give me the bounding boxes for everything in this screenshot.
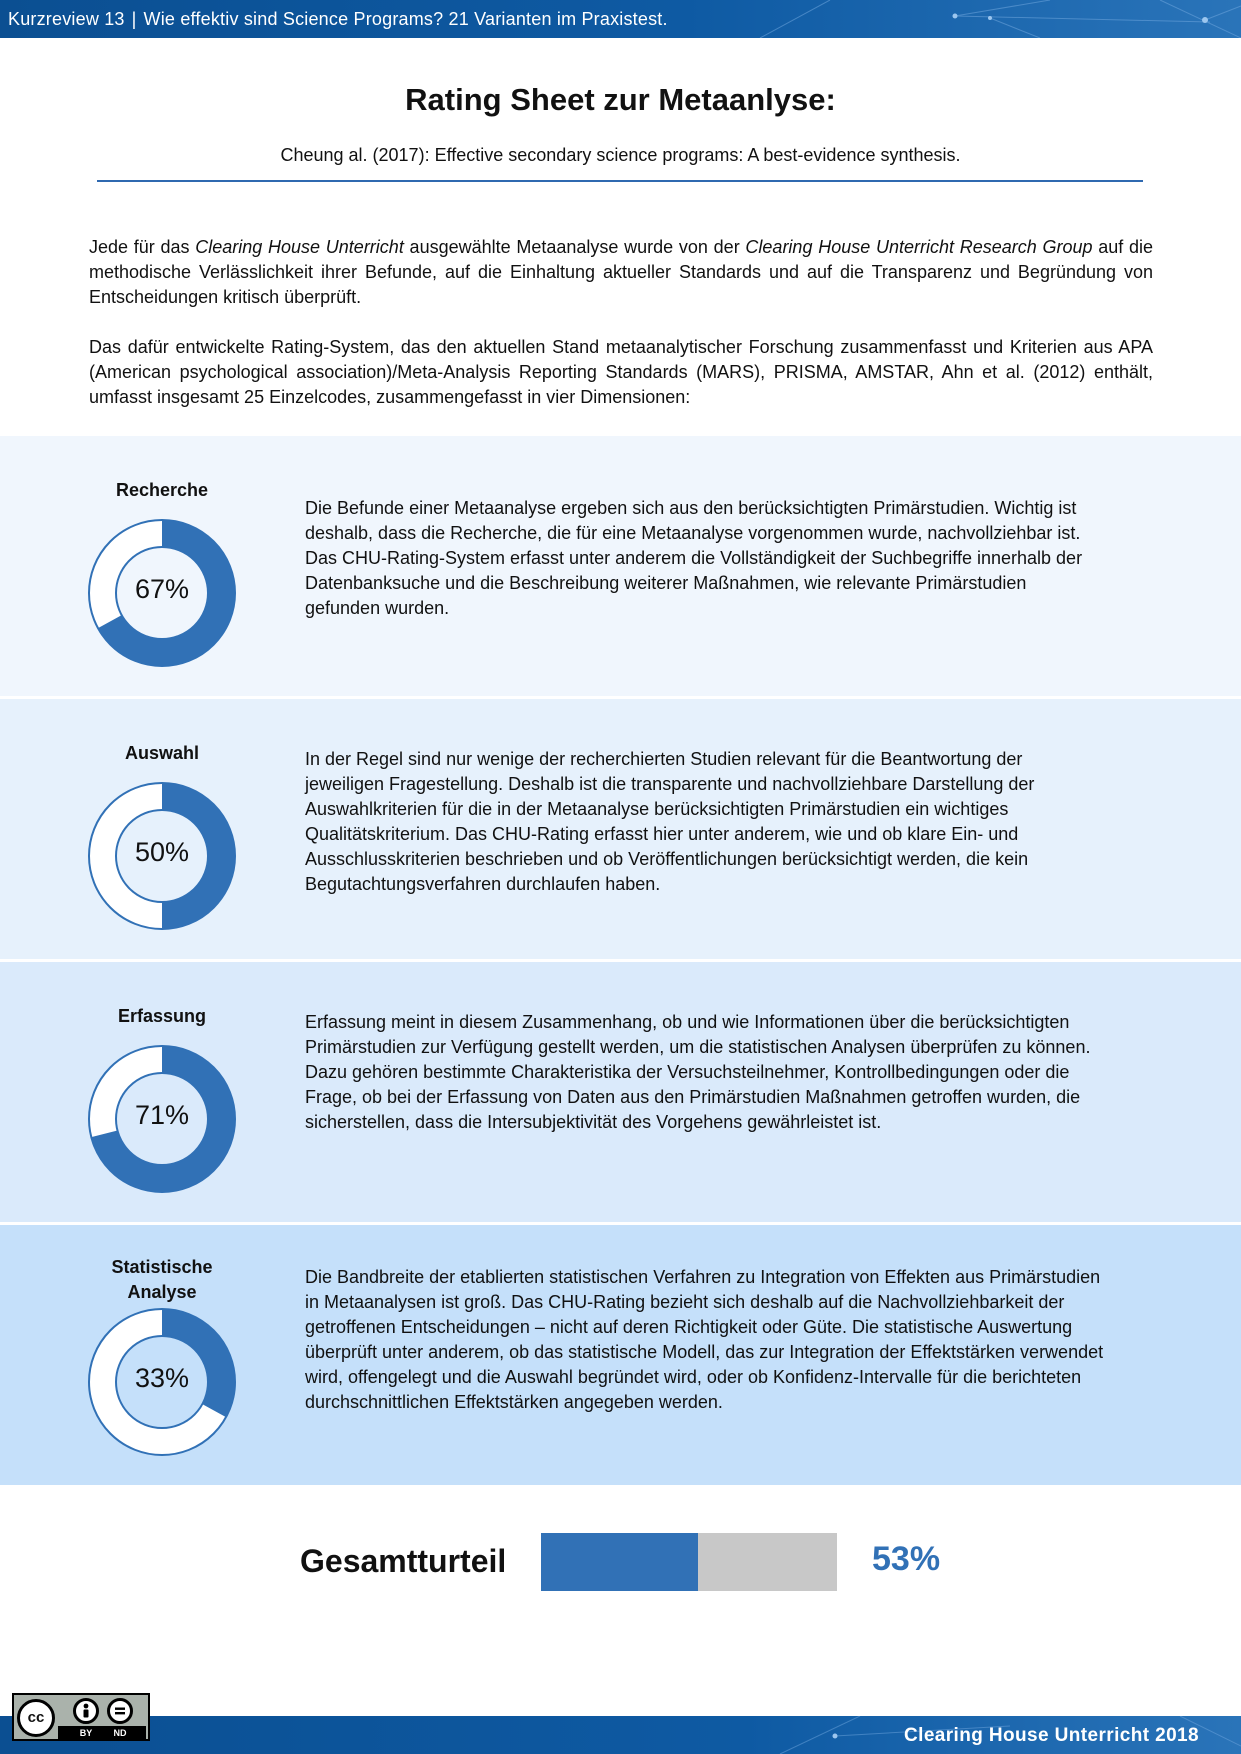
creative-commons-badge [12, 1693, 150, 1741]
dimension-percent: 50% [134, 837, 190, 867]
dimension-text: In der Regel sind nur wenige der recherchierten Studien relevant für die Beantwortung der jeweiligen Fragestellung. Deshalb ist die transparente und nachvollziehbare Darstellung der Auswahlkriterien für die in der Metaanalyse berücksichtigten Primärstudien ein wichtiges Qualitätskriterium. Das CHU-Rating erfasst hier unter anderem, wie und ob klare Ein- und Ausschlusskriterien beschrieben und ob Veröffentlichungen berücksichtigt werden, die kein Begutachtungsverfahren durchlaufen haben. [305, 749, 1035, 894]
intro-paragraph-1 [89, 235, 1153, 310]
dimension-band [0, 436, 1241, 696]
dimension-percent: 33% [134, 1363, 190, 1393]
overall-bar-fill [541, 1533, 698, 1591]
dimension-label: Auswahl [124, 743, 199, 763]
header-bar [0, 0, 1241, 38]
intro-text: Das dafür entwickelte Rating-System, das den aktuellen Stand metaanalytischer Forschung zusammenfasst und Kriterien aus APA (American psychological association)/Meta-Analysis Reporting Standards (MARS), PRISMA, AMSTAR, Ahn et al. (2012) enthält, umfasst insgesamt 25 Einzelcodes, zusammengefasst in vier Dimensionen: [89, 337, 1153, 407]
dimension-band [0, 1225, 1241, 1485]
cc-logo-icon: cc [17, 1699, 55, 1737]
dimension-band [0, 962, 1241, 1222]
dimension-label: Erfassung [117, 1006, 207, 1026]
dimension-text: Erfassung meint in diesem Zusammenhang, ob und wie Informationen über die berücksichtigten Primärstudien zur Verfügung gestellt werden, um die statistischen Analysen überprüfen zu können. Dazu gehören bestimmte Charakteristika der Versuchsteilnehmer, Kontrollbedingungen oder die Frage, ob bei der Erfassung von Daten aus den Primärstudien Maßnahmen getroffen wurden, die sicherstellen, dass die Intersubjektivität des Vorgehens gewährleistet ist. [305, 1012, 1091, 1132]
title-divider [97, 180, 1143, 182]
header-separator: | [131, 9, 137, 29]
footer-text: Clearing House Unterricht 2018 [904, 1725, 1199, 1746]
license-nd-label: ND [113, 1728, 127, 1738]
footer-bar [0, 1716, 1241, 1754]
license-by-label: BY [79, 1728, 93, 1738]
document-citation: Cheung al. (2017): Effective secondary science programs: A best-evidence synthesis. [280, 145, 961, 165]
intro-emphasis: Clearing House Unterricht Research Group [745, 237, 1093, 257]
intro-paragraph-2 [89, 335, 1153, 410]
overall-label: Gesamtturteil [300, 1543, 507, 1579]
dimension-text: Die Befunde einer Metaanalyse ergeben sich aus den berücksichtigten Primärstudien. Wichtig ist deshalb, dass die Recherche, die für eine Metaanalyse vorgenommen wurde, nachvollziehbar ist. Das CHU-Rating-System erfasst unter anderem die Vollständigkeit der Suchbegriffe innerhalb der Datenbanksuche und die Beschreibung weiterer Maßnahmen, wie relevante Primärstudien gefunden wurden. [305, 498, 1083, 618]
header-series: Kurzreview 13 [8, 9, 125, 29]
no-derivatives-equals-icon [107, 1698, 133, 1724]
overall-percent: 53% [872, 1540, 941, 1578]
overall-bar-track [541, 1533, 837, 1591]
intro-text: ausgewählte Metaanalyse wurde von der [403, 237, 746, 257]
dimension-band [0, 699, 1241, 959]
intro-emphasis: Clearing House Unterricht [195, 237, 404, 257]
dimension-percent: 71% [134, 1100, 190, 1130]
dimension-percent: 67% [134, 574, 190, 604]
header-topic: Wie effektiv sind Science Programs? 21 Varianten im Praxistest. [143, 9, 668, 29]
intro-text: auf die methodische Verlässlichkeit ihrer Befunde, auf die Einhaltung aktueller Standards und auf die Transparenz und Begründung von Entscheidungen kritisch überprüft. [89, 237, 1154, 307]
attribution-person-icon [73, 1698, 99, 1724]
document-title: Rating Sheet zur Metaanlyse: [405, 82, 836, 117]
dimension-text: Die Bandbreite der etablierten statistischen Verfahren zu Integration von Effekten aus Primärstudien in Metaanalysen ist groß. Das CHU-Rating bezieht sich deshalb auf die Nachvollziehbarkeit der getroffenen Entscheidungen – nicht auf deren Richtigkeit oder Güte. Die statistische Auswertung überprüft unter anderem, ob das statistische Modell, das zur Integration der Effektstärken verwendet wird, offengelegt und die Auswahl begründet wird, oder ob Konfidenz-Intervalle für die berichteten durchschnittlichen Effektstärken angegeben werden. [305, 1267, 1104, 1412]
dimension-label: Recherche [115, 480, 209, 500]
dimension-label: Statistische Analyse [111, 1257, 213, 1302]
header-title [8, 9, 668, 30]
intro-text: Jede für das [89, 237, 196, 257]
